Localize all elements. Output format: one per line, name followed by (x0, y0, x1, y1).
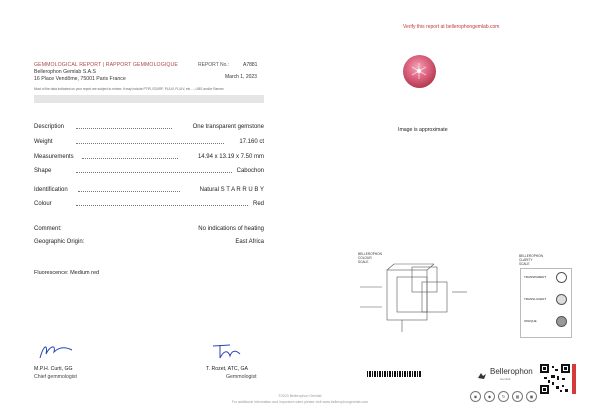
rotate-icon: ↻ (498, 391, 509, 402)
field-row-shape (34, 168, 264, 176)
footer-copyright: ©2023 Bellerophon Gemlab (278, 394, 322, 398)
verify-link[interactable]: Verify this report at bellerophongemlab.com (403, 24, 500, 30)
field-label: Geographic Origin: (34, 239, 85, 245)
field-value: Cabochon (236, 168, 264, 174)
image-caption: Image is approximate (398, 127, 448, 133)
field-row-identification (34, 187, 264, 195)
colour-scale-line1: BELLEROPHON (358, 252, 382, 256)
bellerophon-logo-icon (478, 367, 486, 375)
field-value: 14.94 x 13.19 x 7.50 mm (197, 154, 264, 160)
chart-icon: ▦ (512, 391, 523, 402)
company-name: Bellerophon Gemlab S.A.S (34, 69, 96, 75)
transparent-swatch (556, 272, 567, 283)
opaque-swatch (556, 316, 567, 327)
brand-name: Bellerophon (490, 367, 533, 376)
field-row-comment (34, 226, 264, 234)
clarity-scale-line1: BELLEROPHON (519, 254, 543, 258)
report-number: A7881 (243, 62, 258, 68)
company-address: 16 Place Vendôme, 75001 Paris France (34, 76, 126, 82)
brand-subtitle: Gemlab (500, 377, 511, 381)
field-row-weight (34, 139, 264, 147)
signatory-2-name: T. Rozet, ATC, GA (206, 366, 248, 372)
field-label: Description (34, 124, 65, 130)
field-value: East Africa (235, 239, 264, 245)
lock-icon: ▣ (526, 391, 537, 402)
translucent-swatch (556, 294, 567, 305)
leader-dots (82, 158, 178, 159)
field-row-origin (34, 239, 264, 247)
fine-print: Most of the data indicated on your report are subject to review. It may include PTIR, EDXRF, PL/UV, FL/UV, etc ..., LIBS and/or Raman (34, 87, 224, 91)
field-row-colour (34, 201, 264, 209)
field-label: Measurements (34, 154, 74, 160)
barcode (367, 371, 422, 377)
field-label: Colour (34, 201, 52, 207)
field-label: Identification (34, 187, 68, 193)
report-number-label: REPORT No.: (198, 62, 230, 68)
report-title: GEMMOLOGICAL REPORT | RAPPORT GEMMOLOGIQUE (34, 62, 178, 68)
fluorescence-text: Fluorescence: Medium red (34, 270, 100, 276)
signature-rozet (210, 340, 250, 362)
colour-scale-line2: COLOUR (358, 256, 372, 260)
clarity-opaque: OPAQUE (524, 319, 537, 323)
footer-note: For additional information and important notes please visit www.bellerophongemlab.com (231, 400, 369, 404)
leader-dots (76, 172, 232, 173)
gem-icon: ◆ (484, 391, 495, 402)
field-label: Comment: (34, 226, 62, 232)
field-label: Weight (34, 139, 53, 145)
bubble-icon: ◉ (470, 391, 481, 402)
field-value: Natural S T A R R U B Y (199, 187, 264, 193)
colour-scale-diagram (352, 262, 472, 337)
signature-curti (38, 340, 78, 362)
clarity-translucent: TRANSLUCENT (524, 297, 547, 301)
clarity-scale-line3: SCALE (519, 262, 530, 266)
leader-dots (78, 191, 180, 192)
report-date: March 1, 2023 (225, 74, 257, 80)
field-row-description (34, 124, 264, 132)
signatory-2-title: Gemmologist (226, 374, 257, 380)
clarity-scale-label (519, 254, 543, 266)
leader-dots (76, 128, 172, 129)
field-label: Shape (34, 168, 52, 174)
clarity-scale-line2: CLARITY (519, 258, 533, 262)
colour-scale-line3: SCALE (358, 260, 369, 264)
leader-dots (76, 205, 248, 206)
signatory-1-title: Chief gemmologist (34, 374, 77, 380)
field-value: One transparent gemstone (192, 124, 264, 130)
field-value: No indications of heating (198, 226, 264, 232)
qr-code[interactable] (540, 364, 570, 394)
header-divider-bar (34, 95, 264, 103)
clarity-transparent: TRANSPARENT (524, 275, 547, 279)
leader-dots (76, 143, 224, 144)
signatory-1-name: M.P.H. Curti, GG (34, 366, 73, 372)
field-row-measurements (34, 154, 264, 162)
gemstone-image (403, 55, 436, 88)
clarity-scale-box (520, 268, 572, 338)
field-value: Red (252, 201, 264, 207)
qr-scan-tag (572, 364, 576, 394)
field-value: 17.160 ct (239, 139, 264, 145)
